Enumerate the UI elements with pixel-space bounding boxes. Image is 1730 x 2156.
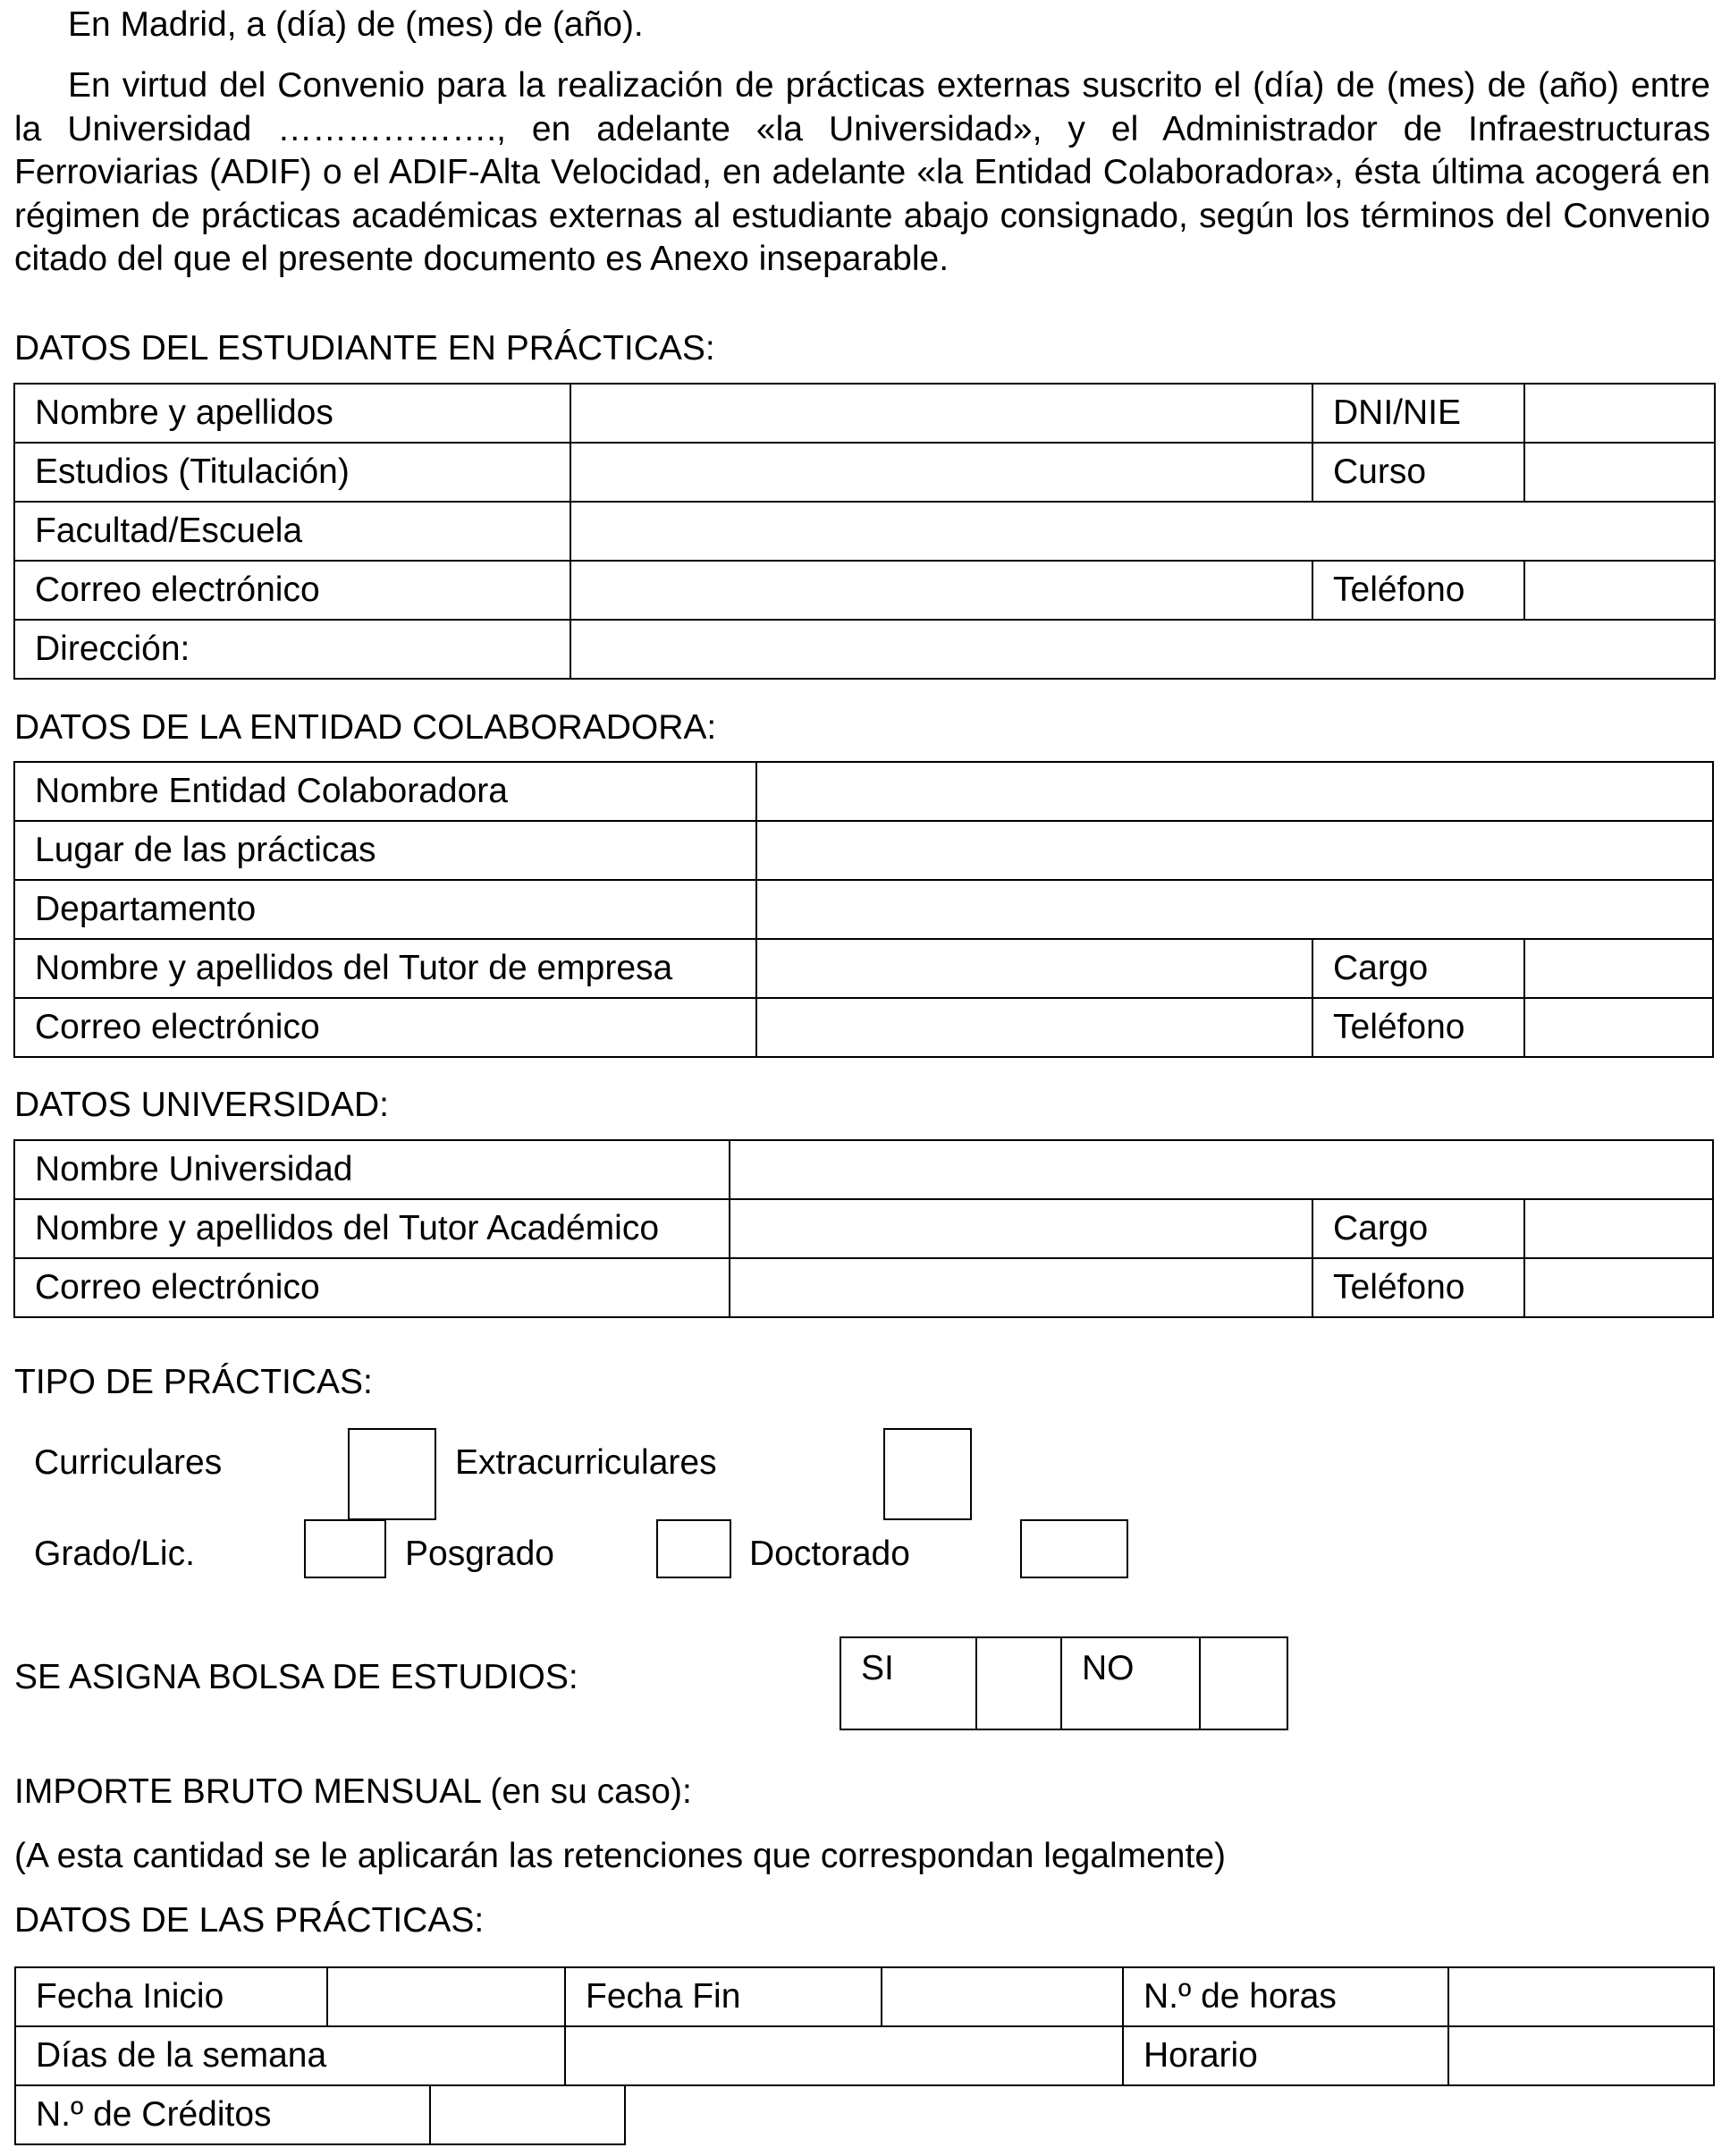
entity-email-label: Correo electrónico [14, 998, 756, 1057]
entity-name-label: Nombre Entidad Colaboradora [14, 762, 756, 821]
schedule-label: Horario [1123, 2026, 1448, 2085]
university-position-field[interactable] [1524, 1199, 1713, 1258]
student-name-field[interactable] [570, 384, 1312, 443]
curricular-label: Curriculares [34, 1443, 223, 1482]
table-row [14, 502, 1715, 561]
hours-label: N.º de horas [1123, 1967, 1448, 2026]
curricular-checkbox[interactable] [348, 1428, 436, 1520]
table-row [14, 1199, 1713, 1258]
grant-no-label: NO [1061, 1637, 1200, 1729]
student-dni-field[interactable] [1524, 384, 1715, 443]
student-studies-field[interactable] [570, 443, 1312, 502]
university-email-label: Correo electrónico [14, 1258, 730, 1317]
entity-department-label: Departamento [14, 880, 756, 939]
university-position-label: Cargo [1312, 1199, 1524, 1258]
posgrado-label: Posgrado [405, 1535, 554, 1573]
credits-field[interactable] [430, 2085, 625, 2144]
table-row [14, 1140, 1713, 1199]
entity-section-heading: DATOS DE LA ENTIDAD COLABORADORA: [14, 708, 717, 747]
weekdays-label: Días de la semana [15, 2026, 565, 2085]
posgrado-checkbox[interactable] [656, 1519, 731, 1578]
intro-paragraph: En virtud del Convenio para la realización de prácticas externas suscrito el (día) de (mes) de (año) entre la Universidad ………………., en adelante «la Universidad», y el Administrador de Infraestructuras Ferroviarias (ADIF) o el ADIF-Alta Velocidad, en adelante «la Entidad Colaboradora», ésta última acogerá en régimen de prácticas académicas externas al estudiante abajo consignado, según los términos del Convenio citado del que el presente documento es Anexo inseparable. [14, 66, 1710, 278]
amount-note: (A esta cantidad se le aplicarán las retenciones que correspondan legalmente) [14, 1837, 1227, 1875]
student-faculty-field[interactable] [570, 502, 1715, 561]
entity-table [13, 761, 1714, 1058]
student-course-label: Curso [1312, 443, 1524, 502]
table-row [14, 620, 1715, 679]
table-row [14, 1258, 1713, 1317]
grant-yes-label: SI [840, 1637, 976, 1729]
entity-department-field[interactable] [756, 880, 1713, 939]
practice-data-heading: DATOS DE LAS PRÁCTICAS: [14, 1901, 485, 1940]
table-row [14, 443, 1715, 502]
extracurricular-label: Extracurriculares [455, 1443, 717, 1482]
university-phone-field[interactable] [1524, 1258, 1713, 1317]
date-line: En Madrid, a (día) de (mes) de (año). [68, 5, 644, 44]
student-studies-label: Estudios (Titulación) [14, 443, 570, 502]
student-course-field[interactable] [1524, 443, 1715, 502]
student-email-field[interactable] [570, 561, 1312, 620]
student-table [13, 383, 1716, 680]
doctorado-label: Doctorado [749, 1535, 910, 1573]
entity-tutor-field[interactable] [756, 939, 1312, 998]
entity-phone-label: Teléfono [1312, 998, 1524, 1057]
grant-no-checkbox[interactable] [1200, 1637, 1287, 1729]
table-row [14, 561, 1715, 620]
table-row [840, 1637, 1287, 1729]
student-phone-label: Teléfono [1312, 561, 1524, 620]
practice-table [14, 1966, 1715, 2086]
university-name-field[interactable] [730, 1140, 1713, 1199]
table-row [14, 384, 1715, 443]
grant-yes-checkbox[interactable] [976, 1637, 1061, 1729]
grant-table [840, 1636, 1288, 1730]
credits-label: N.º de Créditos [15, 2085, 430, 2144]
table-row [15, 2085, 625, 2144]
entity-name-field[interactable] [756, 762, 1713, 821]
entity-position-field[interactable] [1524, 939, 1713, 998]
hours-field[interactable] [1448, 1967, 1714, 2026]
student-phone-field[interactable] [1524, 561, 1715, 620]
student-section-heading: DATOS DEL ESTUDIANTE EN PRÁCTICAS: [14, 329, 715, 368]
student-address-field[interactable] [570, 620, 1715, 679]
start-date-label: Fecha Inicio [15, 1967, 327, 2026]
grado-checkbox[interactable] [304, 1519, 386, 1578]
entity-place-field[interactable] [756, 821, 1713, 880]
university-email-field[interactable] [730, 1258, 1312, 1317]
university-phone-label: Teléfono [1312, 1258, 1524, 1317]
student-name-label: Nombre y apellidos [14, 384, 570, 443]
table-row [14, 939, 1713, 998]
entity-place-label: Lugar de las prácticas [14, 821, 756, 880]
weekdays-field[interactable] [565, 2026, 1123, 2085]
grado-label: Grado/Lic. [34, 1535, 195, 1573]
extracurricular-checkbox[interactable] [883, 1428, 972, 1520]
university-table [13, 1139, 1714, 1318]
table-row [15, 2026, 1714, 2085]
grant-heading: SE ASIGNA BOLSA DE ESTUDIOS: [14, 1658, 578, 1696]
end-date-field[interactable] [882, 1967, 1123, 2026]
student-address-label: Dirección: [14, 620, 570, 679]
table-row [15, 1967, 1714, 2026]
student-dni-label: DNI/NIE [1312, 384, 1524, 443]
entity-email-field[interactable] [756, 998, 1312, 1057]
practice-type-heading: TIPO DE PRÁCTICAS: [14, 1363, 373, 1401]
table-row [14, 821, 1713, 880]
table-row [14, 998, 1713, 1057]
schedule-field[interactable] [1448, 2026, 1714, 2085]
table-row [14, 762, 1713, 821]
university-tutor-field[interactable] [730, 1199, 1312, 1258]
university-section-heading: DATOS UNIVERSIDAD: [14, 1086, 389, 1124]
student-email-label: Correo electrónico [14, 561, 570, 620]
university-name-label: Nombre Universidad [14, 1140, 730, 1199]
entity-phone-field[interactable] [1524, 998, 1713, 1057]
entity-tutor-label: Nombre y apellidos del Tutor de empresa [14, 939, 756, 998]
table-row [14, 880, 1713, 939]
start-date-field[interactable] [327, 1967, 565, 2026]
amount-heading: IMPORTE BRUTO MENSUAL (en su caso): [14, 1772, 692, 1811]
doctorado-checkbox[interactable] [1020, 1519, 1128, 1578]
credits-table [14, 2084, 626, 2145]
student-faculty-label: Facultad/Escuela [14, 502, 570, 561]
entity-position-label: Cargo [1312, 939, 1524, 998]
university-tutor-label: Nombre y apellidos del Tutor Académico [14, 1199, 730, 1258]
end-date-label: Fecha Fin [565, 1967, 882, 2026]
